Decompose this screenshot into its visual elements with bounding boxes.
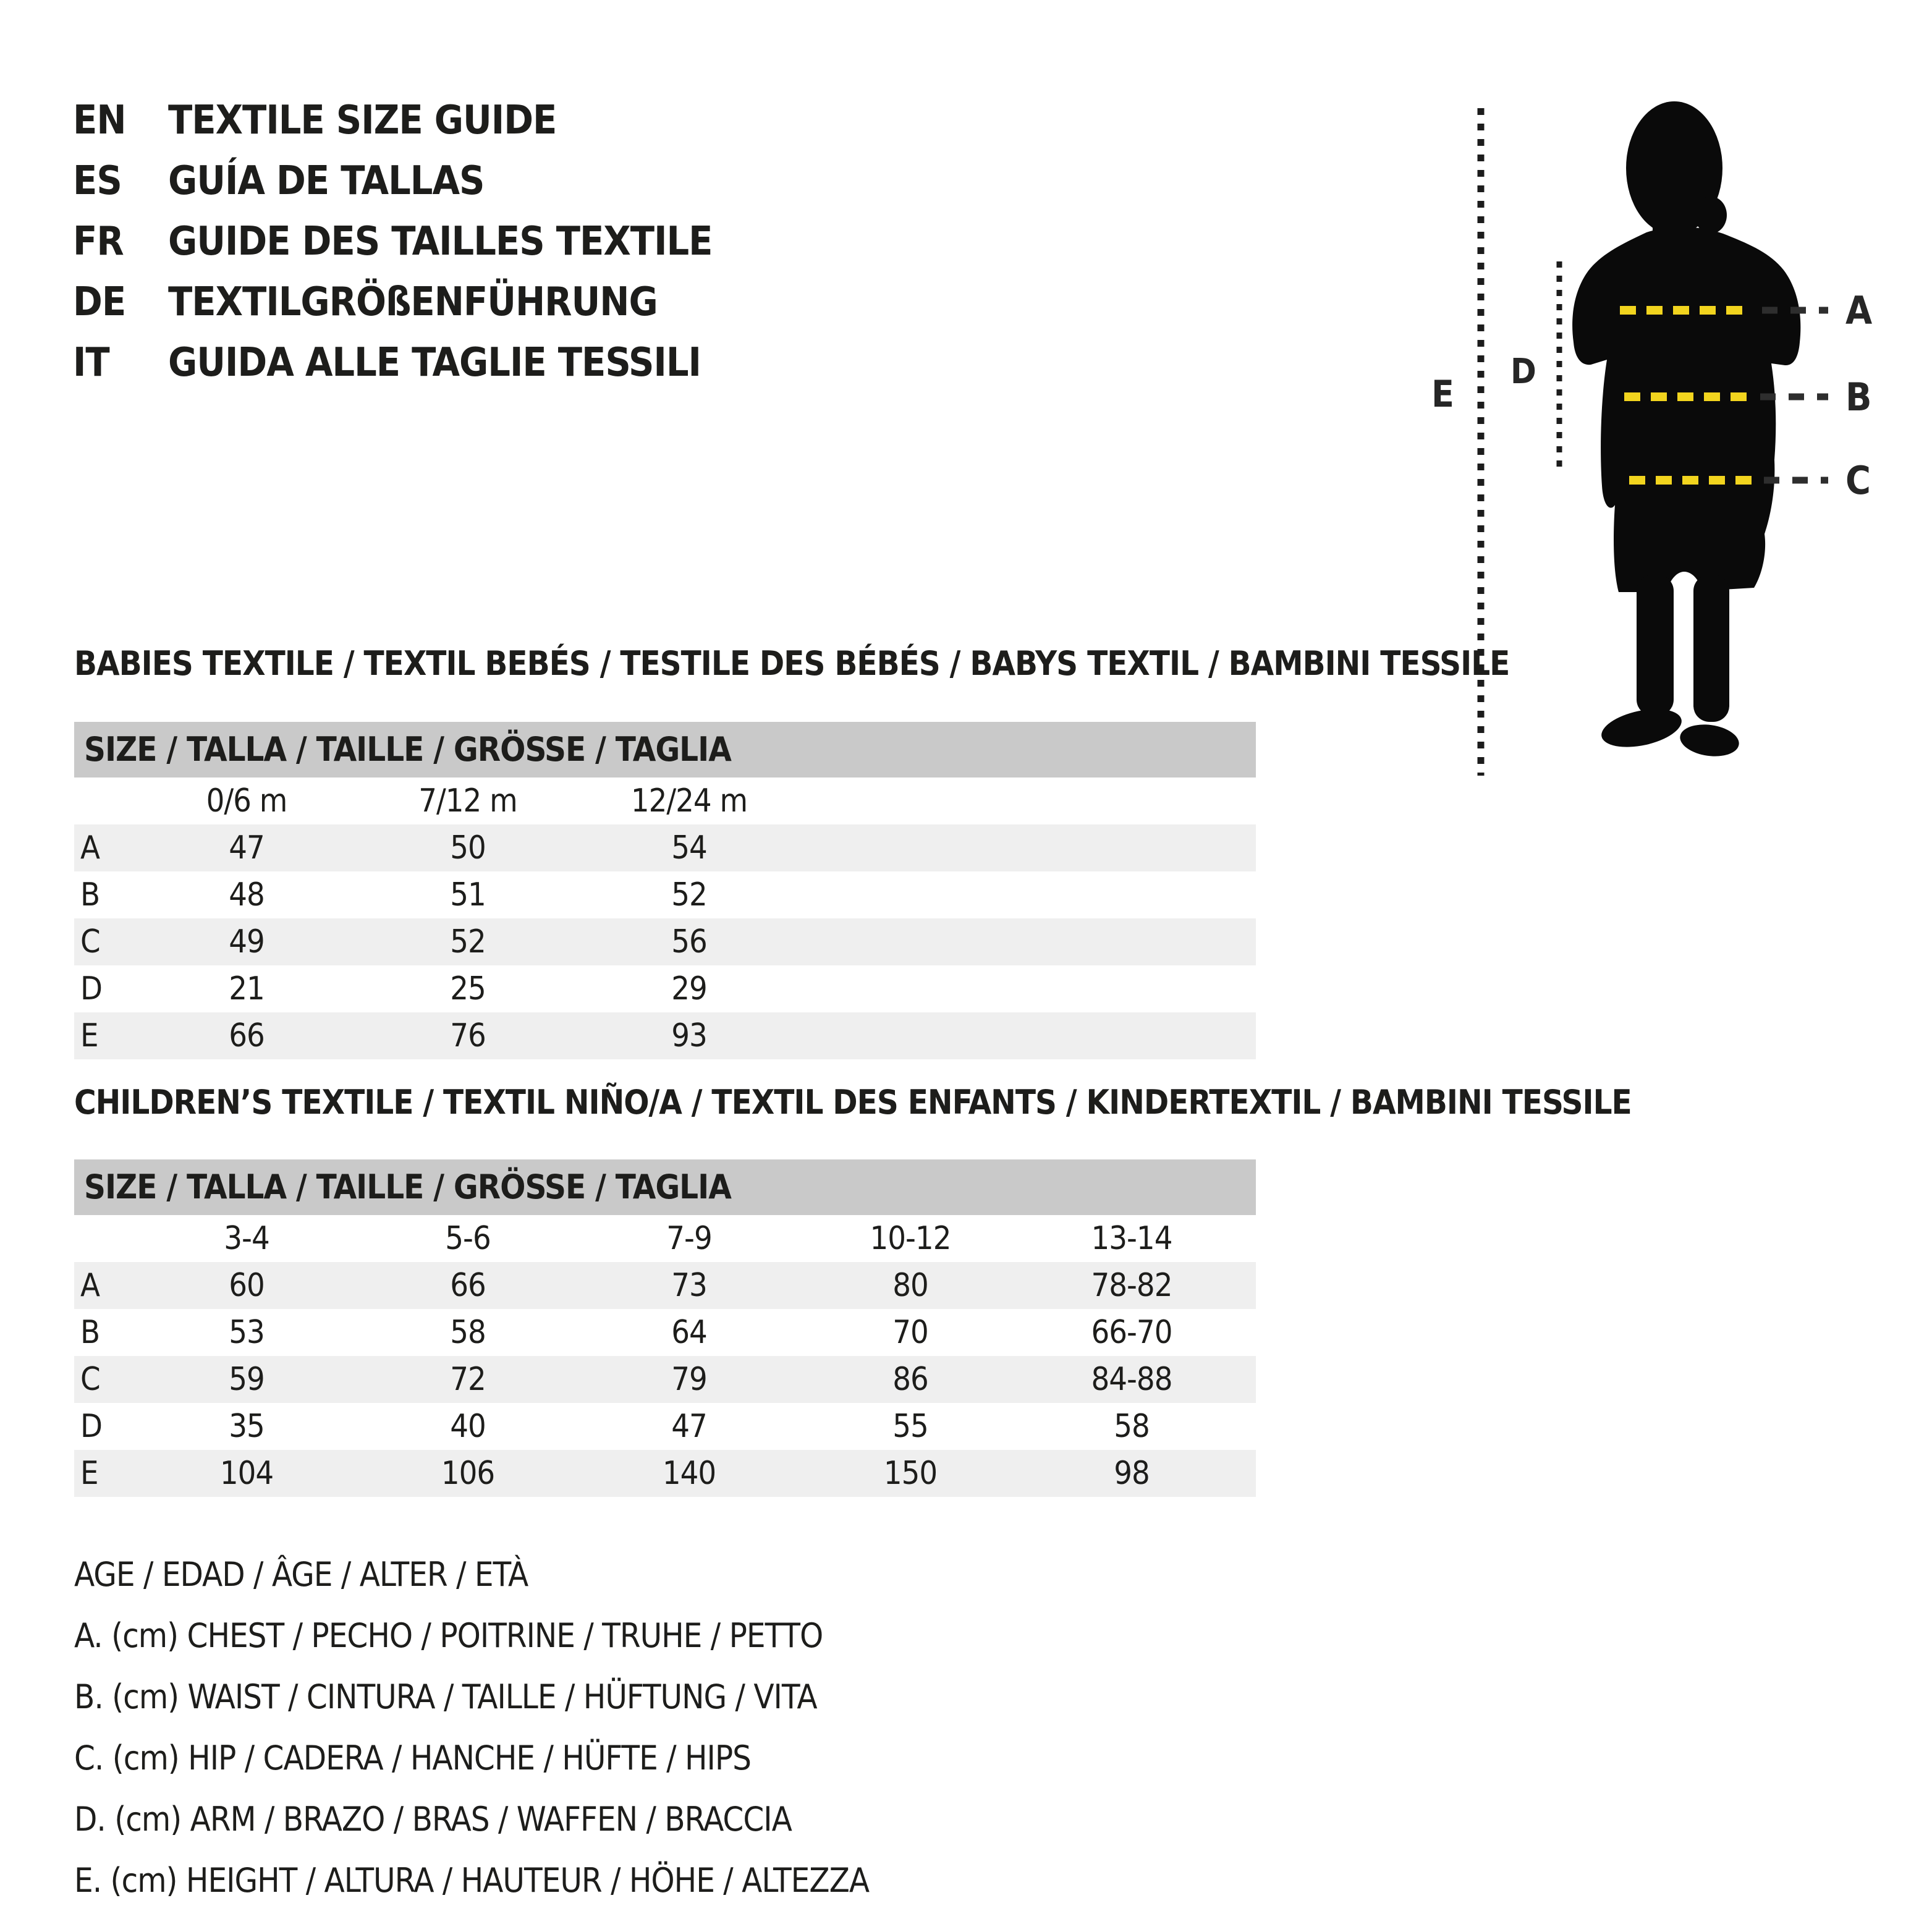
language-code: FR (73, 219, 124, 265)
table-cell: 58 (450, 1314, 486, 1351)
height-measure-label: E (1431, 373, 1454, 416)
legend-line: C. (cm) HIP / CADERA / HANCHE / HÜFTE / HIPS (74, 1739, 752, 1777)
table-cell: 58 (1114, 1408, 1150, 1445)
table-cell: 98 (1114, 1455, 1150, 1492)
table-cell: 93 (671, 1017, 707, 1054)
arm-measure-label: D (1510, 352, 1536, 392)
row-label: A (80, 829, 100, 866)
table-row (74, 1450, 1256, 1497)
row-label: D (80, 1408, 103, 1445)
table-cell: 86 (892, 1361, 928, 1398)
legend-line: D. (cm) ARM / BRAZO / BRAS / WAFFEN / BRACCIA (74, 1800, 792, 1839)
babies-size-table (74, 722, 1256, 1059)
child-silhouette (1572, 101, 1800, 760)
table-cell: 66-70 (1091, 1314, 1172, 1351)
size-header-bar: SIZE / TALLA / TAILLE / GRÖSSE / TAGLIA (74, 1159, 1256, 1215)
language-code: IT (73, 340, 109, 386)
table-cell: 59 (229, 1361, 265, 1398)
legend-line: AGE / EDAD / ÂGE / ALTER / ETÀ (74, 1555, 528, 1594)
language-code: EN (73, 98, 126, 143)
row-label: C (80, 1361, 100, 1398)
babies-table-title: BABIES TEXTILE / TEXTIL BEBÉS / TESTILE DES BÉBÉS / BABYS TEXTIL / BAMBINI TESSILE (74, 644, 1510, 683)
table-row (74, 1403, 1256, 1450)
children-size-table (74, 1159, 1256, 1497)
table-cell: 48 (229, 876, 265, 913)
table-cell: 25 (450, 970, 486, 1007)
column-header: 10-12 (870, 1220, 951, 1257)
row-label: B (80, 1314, 100, 1351)
language-code: ES (73, 158, 122, 204)
language-title: TEXTILE SIZE GUIDE (168, 98, 557, 143)
table-cell: 52 (450, 923, 486, 960)
table-cell: 29 (671, 970, 707, 1007)
row-label: B (80, 876, 100, 913)
language-row (73, 90, 713, 151)
table-row (74, 918, 1256, 965)
table-row (74, 1309, 1256, 1356)
language-title: GUIDA ALLE TAGLIE TESSILI (168, 340, 701, 386)
waist-measure-label: B (1845, 375, 1872, 420)
table-cell: 52 (671, 876, 707, 913)
row-label: C (80, 923, 100, 960)
row-label: D (80, 970, 103, 1007)
table-cell: 72 (450, 1361, 486, 1398)
table-cell: 150 (883, 1455, 938, 1492)
table-cell: 64 (671, 1314, 707, 1351)
table-cell: 70 (892, 1314, 928, 1351)
table-row (74, 1356, 1256, 1403)
language-title-list (73, 90, 713, 393)
table-cell: 66 (229, 1017, 265, 1054)
chest-measure-label: A (1845, 288, 1873, 333)
table-row (74, 965, 1256, 1012)
table-cell: 104 (219, 1455, 274, 1492)
table-row (74, 871, 1256, 918)
table-cell: 55 (892, 1408, 928, 1445)
hip-measure-label: C (1845, 458, 1871, 503)
table-cell: 106 (441, 1455, 495, 1492)
silhouette-ear (1695, 197, 1727, 234)
measurement-legend (74, 1544, 869, 1911)
table-cell: 79 (671, 1361, 707, 1398)
column-header: 7/12 m (418, 782, 517, 820)
row-label: E (80, 1017, 98, 1054)
table-cell: 50 (450, 829, 486, 866)
language-row (73, 211, 713, 272)
table-cell: 60 (229, 1267, 265, 1304)
table-cell: 76 (450, 1017, 486, 1054)
table-cell: 140 (662, 1455, 716, 1492)
table-cell: 54 (671, 829, 707, 866)
silhouette-right-leg (1693, 575, 1729, 722)
column-header: 12/24 m (630, 782, 748, 820)
column-header: 7-9 (666, 1220, 712, 1257)
table-cell: 78-82 (1091, 1267, 1172, 1304)
language-title: GUIDE DES TAILLES TEXTILE (168, 219, 713, 265)
language-title: GUÍA DE TALLAS (168, 158, 485, 204)
column-header: 13-14 (1091, 1220, 1172, 1257)
table-row (74, 1262, 1256, 1309)
table-cell: 47 (671, 1408, 707, 1445)
table-cell: 49 (229, 923, 265, 960)
language-title: TEXTILGRÖßENFÜHRUNG (168, 279, 658, 325)
table-row (74, 1012, 1256, 1059)
child-measurement-figure (1419, 49, 1932, 822)
table-cell: 56 (671, 923, 707, 960)
row-label: E (80, 1455, 98, 1492)
table-cell: 66 (450, 1267, 486, 1304)
column-header: 3-4 (224, 1220, 269, 1257)
legend-line: B. (cm) WAIST / CINTURA / TAILLE / HÜFTUNG / VITA (74, 1677, 817, 1716)
legend-line: A. (cm) CHEST / PECHO / POITRINE / TRUHE / PETTO (74, 1616, 823, 1655)
column-header: 5-6 (445, 1220, 491, 1257)
table-row (74, 824, 1256, 871)
column-header-row (74, 777, 1256, 824)
size-header-bar: SIZE / TALLA / TAILLE / GRÖSSE / TAGLIA (74, 722, 1256, 777)
language-row (73, 151, 713, 211)
silhouette-right-shoe (1678, 721, 1741, 760)
table-cell: 40 (450, 1408, 486, 1445)
table-cell: 35 (229, 1408, 265, 1445)
legend-line: E. (cm) HEIGHT / ALTURA / HAUTEUR / HÖHE / ALTEZZA (74, 1861, 870, 1900)
table-cell: 51 (450, 876, 486, 913)
language-row (73, 272, 713, 333)
table-cell: 53 (229, 1314, 265, 1351)
language-code: DE (73, 279, 126, 325)
children-table-title: CHILDREN’S TEXTILE / TEXTIL NIÑO/A / TEXTIL DES ENFANTS / KINDERTEXTIL / BAMBINI TESSILE (74, 1083, 1632, 1122)
table-cell: 21 (229, 970, 265, 1007)
table-cell: 73 (671, 1267, 707, 1304)
column-header-row (74, 1215, 1256, 1262)
language-row (73, 333, 713, 393)
table-cell: 80 (892, 1267, 928, 1304)
table-cell: 84-88 (1091, 1361, 1172, 1398)
column-header: 0/6 m (206, 782, 287, 820)
silhouette-body (1572, 227, 1800, 592)
row-label: A (80, 1267, 100, 1304)
table-cell: 47 (229, 829, 265, 866)
silhouette-left-leg (1637, 575, 1674, 716)
